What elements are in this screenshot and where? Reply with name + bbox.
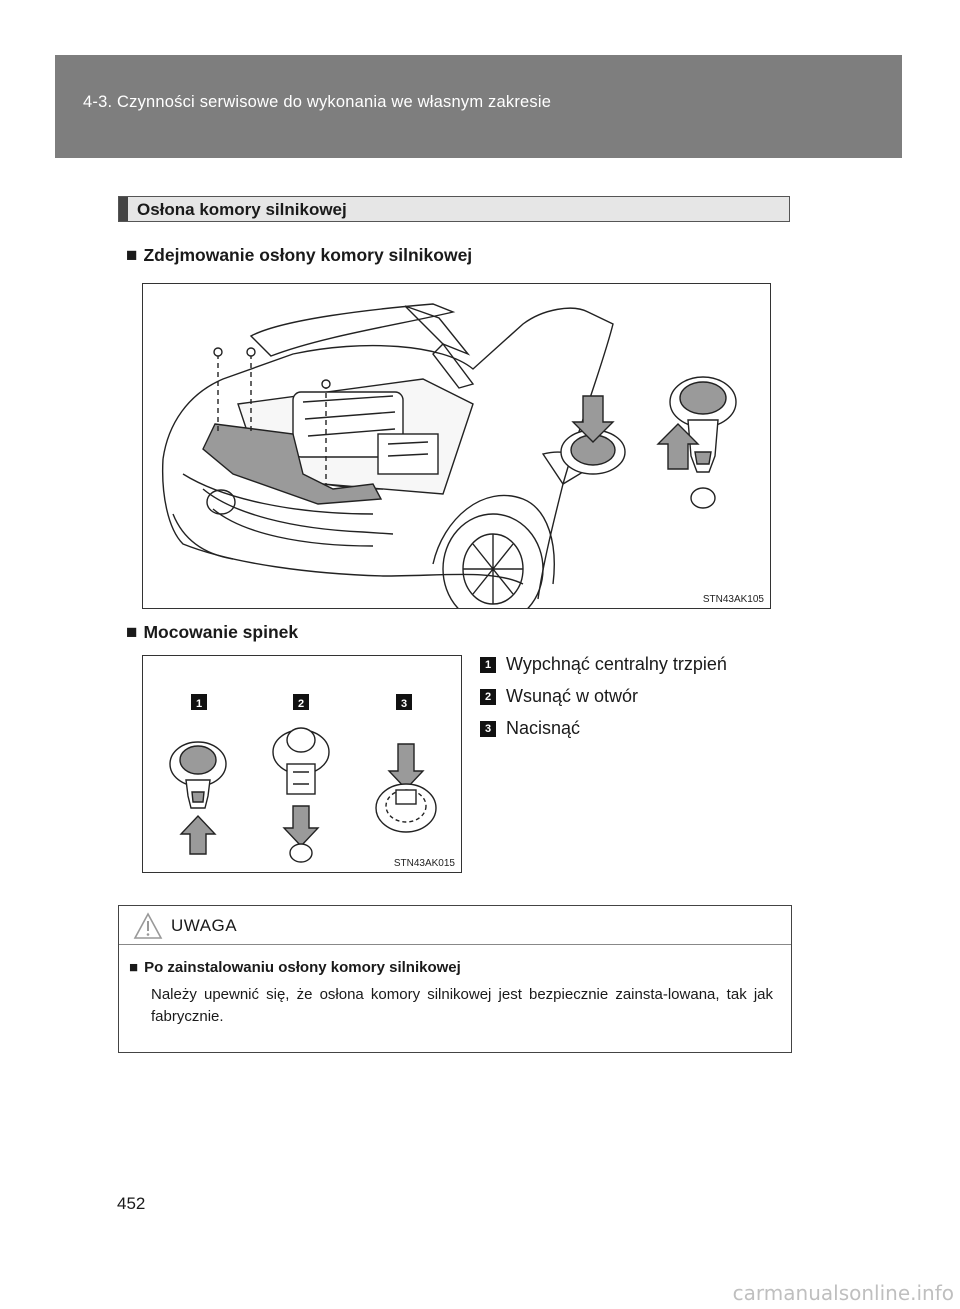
step-3 [480, 718, 727, 750]
section-title: Osłona komory silnikowej [137, 200, 347, 219]
warning-header [119, 906, 791, 945]
engine-cover-figure [142, 283, 771, 609]
section-title-bar [119, 197, 128, 221]
warning-subtitle: Po zainstalowaniu osłony komory silnikowej [144, 959, 461, 976]
subsection-removal [126, 245, 472, 267]
subsection-clips [126, 622, 298, 644]
subsection-clips-label: Mocowanie spinek [143, 622, 299, 642]
bullet-square: ■ [126, 245, 138, 266]
step-2-number: 2 [480, 689, 496, 705]
clips-figure-code: STN43AK015 [393, 858, 455, 869]
watermark: carmanualsonline.info [732, 1281, 954, 1305]
clip-badge-2-text: 2 [297, 698, 305, 710]
clips-illustration [143, 656, 461, 872]
step-1-text: Wypchnąć centralny trzpień [506, 654, 727, 674]
page-number: 452 [117, 1194, 146, 1213]
clips-figure [142, 655, 462, 873]
step-2-text: Wsunąć w otwór [506, 686, 639, 706]
page-header [55, 55, 902, 158]
header-section-title: 4-3. Czynności serwisowe do wykonania we własnym zakresie [83, 93, 552, 111]
step-1 [480, 654, 727, 686]
warning-subtitle-row [129, 959, 461, 976]
clip-steps-list [480, 654, 727, 750]
warning-label: UWAGA [171, 916, 238, 935]
warning-box [118, 905, 792, 1053]
step-2 [480, 686, 727, 718]
clip-badge-3-text: 3 [400, 698, 408, 710]
bullet-square: ■ [129, 959, 139, 976]
step-1-number: 1 [480, 657, 496, 673]
warning-body: Należy upewnić się, że osłona komory silnikowej jest bezpiecznie zainsta-lowana, tak jak fabrycznie. [151, 986, 773, 1025]
bullet-square: ■ [126, 622, 138, 643]
step-3-number: 3 [480, 721, 496, 737]
engine-figure-code: STN43AK105 [702, 594, 764, 605]
warning-triangle-icon [133, 912, 163, 940]
step-3-text: Nacisnąć [506, 718, 581, 738]
subsection-removal-label: Zdejmowanie osłony komory silnikowej [143, 245, 473, 265]
engine-cover-illustration [143, 284, 770, 608]
clip-badge-1-text: 1 [195, 698, 203, 710]
section-title-box [118, 196, 790, 222]
